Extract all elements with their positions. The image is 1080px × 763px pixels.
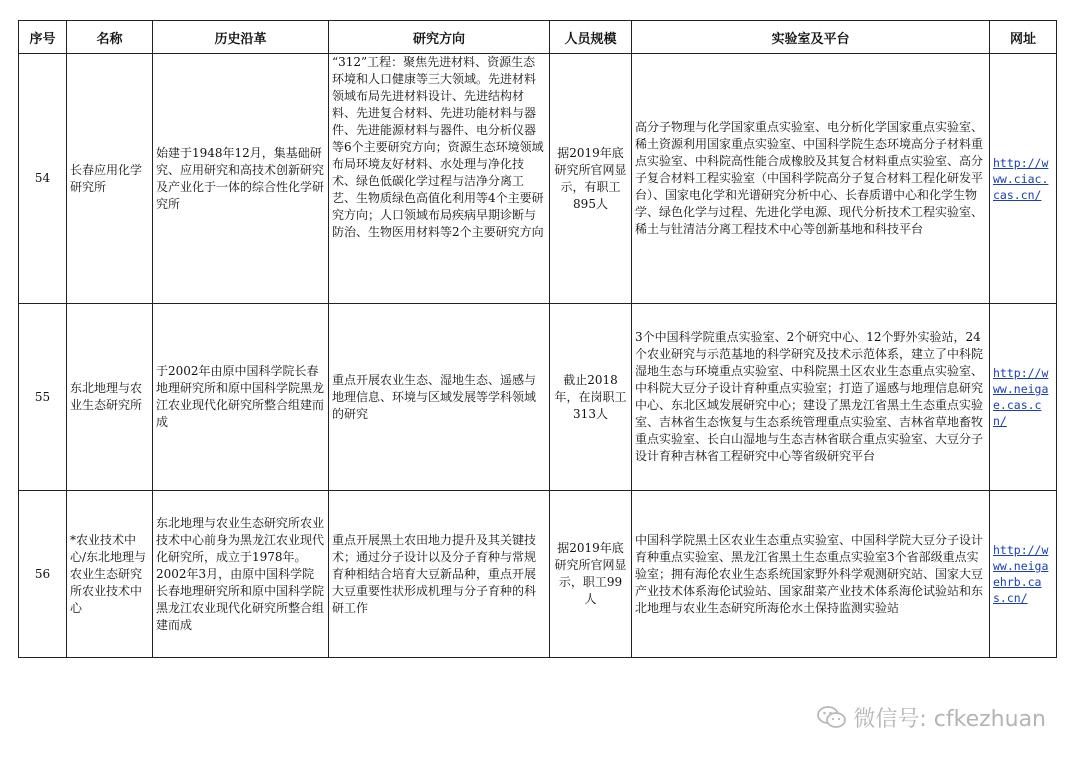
header-labs: 实验室及平台 — [632, 21, 990, 54]
row-direction: 重点开展农业生态、湿地生态、遥感与地理信息、环境与区域发展等学科领域的研究 — [329, 304, 550, 491]
row-direction: 重点开展黑土农田地力提升及其关键技术；通过分子设计以及分子育种与常规育种相结合培育大豆新品种，重点开展大豆重要性状形成机理与分子育种的科研工作 — [329, 491, 550, 658]
row-url-cell — [990, 54, 1057, 304]
row-name: 东北地理与农业生态研究所 — [67, 304, 153, 491]
row-direction-text: “312”工程：聚焦先进材料、资源生态环境和人口健康等三大领域。先进材料领域布局先进材料设计、先进结构材料、先进复合材料、先进功能材料与器件、先进能源材料与器件、电分析仪器等6个主要研究方向；资源生态环境领域布局环境友好材料、水处理与净化技术、绿色低碳化学过程与洁净分离工艺、生物质绿色高值化利用等4个主要研究方向；人口领域布局疾病早期诊断与防治、生物医用材料等2个主要研究方向 — [332, 55, 544, 239]
header-name: 名称 — [67, 21, 153, 54]
row-staff: 据2019年底研究所官网显示，有职工895人 — [550, 54, 632, 304]
watermark-text: 微信号: cfkezhuan — [853, 707, 1046, 732]
row-url-cell — [990, 304, 1057, 491]
row-num: 55 — [19, 304, 67, 491]
header-history: 历史沿革 — [153, 21, 329, 54]
row-num: 56 — [19, 491, 67, 658]
row-url-cell — [990, 491, 1057, 658]
table-row — [19, 491, 1057, 658]
row-name: 长春应用化学研究所 — [67, 54, 153, 304]
table-row — [19, 54, 1057, 304]
row-labs: 高分子物理与化学国家重点实验室、电分析化学国家重点实验室、稀土资源利用国家重点实验室、中国科学院生态环境高分子材料重点实验室、中科院高性能合成橡胶及其复合材料重点实验室、高分子复合材料工程实验室（中国科学院高分子复合材料工程化研发平台）、国家电化学和光谱研究分析中心、长春质谱中心和化学生物学、绿色化学与过程、先进化学电源、现代分析技术工程实验室、稀土与钍清洁分离工程技术中心等创新基地和科技平台 — [632, 54, 990, 304]
row-labs: 中国科学院黑土区农业生态重点实验室、中国科学院大豆分子设计育种重点实验室、黑龙江省黑土生态重点实验室3个省部级重点实验室；拥有海伦农业生态系统国家野外科学观测研究站、国家大豆产业技术体系海伦试验站、国家甜菜产业技术体系海伦试验站和东北地理与农业生态研究所海伦水土保持监测实验站 — [632, 491, 990, 658]
row-url-link[interactable]: http://www.neigae.cas.cn/ — [993, 366, 1049, 428]
row-labs: 3个中国科学院重点实验室、2个研究中心、12个野外实验站，24个农业研究与示范基地的科学研究及技术示范体系，建立了中科院湿地生态与环境重点实验室、中科院黑土区农业生态重点实验室、中科院大豆分子设计育种重点实验室；打造了遥感与地理信息研究中心、东北区域发展研究中心；建设了黑龙江省黑土生态重点实验室、吉林省生态恢复与生态系统管理重点实验室、吉林省草地畜牧重点实验室、长白山湿地与生态吉林省联合重点实验室、大豆分子设计育种吉林省工程研究中心等省级研究平台 — [632, 304, 990, 491]
row-history: 于2002年由原中国科学院长春地理研究所和原中国科学院黑龙江农业现代化研究所整合组建而成 — [153, 304, 329, 491]
header-num: 序号 — [19, 21, 67, 54]
institute-table — [18, 20, 1057, 658]
header-staff: 人员规模 — [550, 21, 632, 54]
table-row — [19, 304, 1057, 491]
wechat-icon — [817, 705, 847, 731]
row-history: 东北地理与农业生态研究所农业技术中心前身为黑龙江农业现代化研究所，成立于1978年。2002年3月，由原中国科学院长春地理研究所和原中国科学院黑龙江农业现代化研究所整合组建而成 — [153, 491, 329, 658]
row-staff: 截止2018年，在岗职工313人 — [550, 304, 632, 491]
row-staff: 据2019年底研究所官网显示，职工99人 — [550, 491, 632, 658]
row-url-link[interactable]: http://www.neigaehrb.cas.cn/ — [993, 543, 1049, 605]
wechat-watermark — [817, 702, 1046, 733]
institute-table-sheet — [18, 20, 1056, 658]
row-direction — [329, 54, 550, 304]
header-url: 网址 — [990, 21, 1057, 54]
header-direction: 研究方向 — [329, 21, 550, 54]
row-num: 54 — [19, 54, 67, 304]
table-header-row — [19, 21, 1057, 54]
row-name: *农业技术中心/东北地理与农业生态研究所农业技术中心 — [67, 491, 153, 658]
row-url-link[interactable]: http://www.ciac.cas.cn/ — [993, 155, 1049, 202]
row-history: 始建于1948年12月，集基础研究、应用研究和高技术创新研究及产业化于一体的综合性化学研究所 — [153, 54, 329, 304]
